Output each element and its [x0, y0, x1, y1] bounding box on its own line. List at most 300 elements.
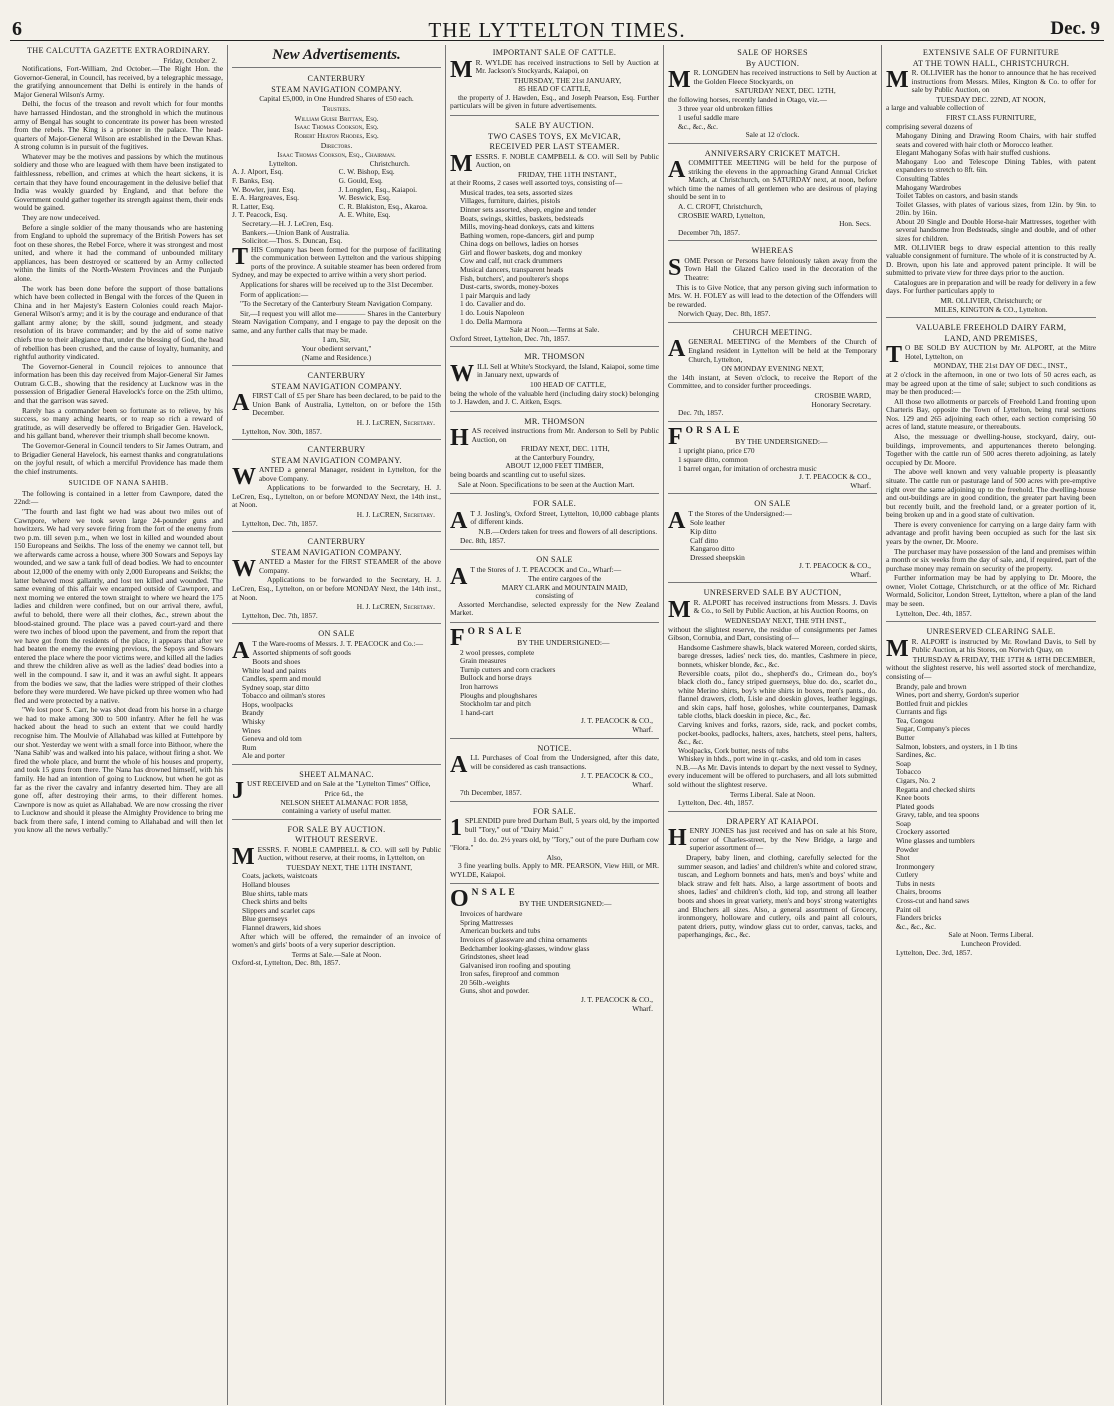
ad-signature-place: Wharf. — [850, 569, 871, 579]
ad-signature: J. T. PEACOCK & CO., — [580, 771, 653, 781]
drop-cap: A — [450, 507, 468, 534]
advertisement — [668, 424, 877, 495]
ad-body: at their Rooms, 2 cases well assorted toys, consisting of— — [450, 178, 623, 188]
ad-date-line: THURSDAY & FRIDAY, THE 17TH & 18TH DECEMBER, — [912, 654, 1095, 664]
directors-left-heading: Lyttelton. — [268, 158, 298, 168]
list-item: Spring Mattresses — [460, 917, 514, 927]
list-item: &c., &c., &c. — [678, 121, 719, 131]
ad-signature-place: Wharf. — [850, 480, 871, 490]
trustee: William Guise Brittan, Esq. — [294, 113, 379, 123]
ad-signature-place: Wharf. — [632, 1003, 653, 1013]
list-item: Salmon, lobsters, and oysters, in 1 lb tins — [896, 741, 1018, 751]
list-item: Cutlery — [896, 870, 919, 880]
paragraph: They are now undeceived. — [22, 212, 100, 222]
list-item: Toilet Tables on castors, and basin stands — [896, 191, 1018, 201]
list-item: Cigars, No. 2 — [896, 775, 936, 785]
list-item: American buckets and tubs — [460, 926, 541, 936]
list-item: Knee boots — [896, 793, 930, 803]
ad-body: M R. ALPORT is instructed by Mr. Rowland Davis, to Sell by Public Auction, at his Stores, on Norwich Quay, on — [886, 635, 1096, 662]
ad-title: UNRESERVED SALE BY AUCTION, — [703, 588, 842, 598]
solicitor: Solicitor.—Thos. S. Duncan, Esq. — [242, 236, 343, 246]
ad-body: A T the Stores of J. T. PEACOCK and Co., Wharf:— — [450, 563, 622, 590]
list-item: Powder — [896, 844, 919, 854]
list-item: Coats, jackets, waistcoats — [242, 871, 318, 881]
list-item: Iron safes, fireproof and common — [460, 969, 560, 979]
form-line: (Name and Residence.) — [301, 352, 372, 362]
director: A. E. White, Esq. — [338, 210, 391, 220]
ad-body: Assorted Merchandise, selected expressly for the New Zealand Market. — [450, 599, 659, 618]
ad-title: FOR SALE. — [532, 499, 577, 509]
ad-line: Price 6d., the — [324, 788, 364, 798]
ad-body: AFIRST Call of £5 per Share has been declared, to be paid to the Union Bank of Australia, Lyttelton, on or before the 15th December. — [232, 390, 441, 418]
ad-signature: MILES, KINGTON & CO., Lyttelton. — [934, 304, 1048, 314]
list-item: Gravy, table, and tea spoons — [896, 810, 980, 820]
advertisement — [886, 624, 1096, 960]
director: W. Bowler, junr. Esq. — [232, 184, 296, 194]
advertisement — [886, 45, 1096, 318]
list-item: Butter — [896, 733, 915, 743]
ad-date-line: WEDNESDAY NEXT, THE 9TH INST., — [724, 616, 847, 626]
list-item: Ploughs and ploughshares — [460, 690, 538, 700]
form-line: Your obedient servant," — [301, 344, 372, 354]
list-item: Toilet Glasses, with plates of various sizes, from 12in. by 9in. to 20in. by 16in. — [896, 199, 1096, 218]
ad-signature: CROSBIE WARD, — [814, 390, 871, 400]
paragraph: The Governor-General in Council tenders to Sir James Outram, and to Brigadier General Havelock, his earnest thanks and congratulations on the joyful result, of which a merciful Providence has made them the chief instruments. — [14, 440, 223, 476]
ad-terms: Terms Liberal. Sale at Noon. — [729, 789, 816, 799]
ad-title: UNRESERVED CLEARING SALE. — [926, 627, 1056, 637]
list-item: Blue shirts, table mats — [242, 888, 308, 898]
list-item: 1 do. Louis Napoleon — [460, 307, 525, 317]
column-5 — [882, 45, 1100, 1405]
list-item: Consulting Tables — [896, 173, 950, 183]
ad-subtitle: 100 HEAD OF CATTLE, — [530, 379, 606, 389]
ad-title: ON SALE — [318, 629, 355, 639]
list-item: Soap — [896, 818, 911, 828]
list-item: 1 barrel organ, for imitation of orchestra music — [678, 463, 817, 473]
list-item: 1 do. Della Marmora — [460, 316, 522, 326]
list-item: Boots and shoes — [252, 656, 301, 666]
drop-cap: M — [886, 635, 909, 662]
ad-body: There is every convenience for carrying on a large dairy farm with advantage and profit having been occupied as such for the last six years by the owner, Dr. Moore. — [886, 519, 1096, 546]
list-item: Flanders bricks — [896, 913, 942, 923]
ad-body: Applications to be forwarded to the Secretary, H. J. LeCren, Esq., Lyttelton, on or before MONDAY Next, the 14th inst., at Noon. — [232, 483, 441, 510]
ad-title: ANNIVERSARY CRICKET MATCH. — [704, 148, 841, 158]
list-item: Turnip cutters and corn crackers — [460, 664, 556, 674]
ad-date: Lyttelton, Dec. 7th, 1857. — [242, 610, 318, 620]
list-item: Sardines, &c. — [896, 750, 937, 760]
list-item: 20 56lb.-weights — [460, 977, 510, 987]
advertisement — [450, 45, 659, 116]
paragraph: The following is contained in a letter from Cawnpore, dated the 22nd:— — [14, 488, 223, 507]
ad-title: LAND, AND PREMISES, — [944, 333, 1038, 343]
ad-title: F O R S A L E — [668, 423, 740, 450]
ad-subtitle: FIRST CLASS FURNITURE, — [945, 112, 1036, 122]
drop-cap: M — [668, 67, 691, 94]
list-item: Crockery assorted — [896, 827, 950, 837]
drop-cap: M — [886, 67, 909, 94]
list-item: Tea, Congou — [896, 715, 934, 725]
page-number: 6 — [12, 18, 22, 40]
ad-body: A T the Ware-rooms of Messrs. J. T. PEACOCK and Co.:— — [232, 637, 424, 664]
list-item: Dust-carts, swords, money-boxes — [460, 282, 559, 292]
ad-title: CANTERBURY — [307, 371, 366, 381]
advertisement — [232, 71, 441, 366]
ad-date: Lyttelton, Dec. 4th, 1857. — [678, 798, 754, 808]
ad-body: M R. WYLDE has received instructions to Sell by Auction at Mr. Jackson's Stockyards, Kaiapoi, on — [450, 56, 659, 83]
ad-title: AT THE TOWN HALL, CHRISTCHURCH. — [912, 58, 1070, 68]
ad-line: NELSON SHEET ALMANAC FOR 1858, — [280, 797, 408, 807]
ad-body: This is to Give Notice, that any person giving such information to Mrs. W. H. FOLEY as will lead to the detection of the Offenders will be rewarded. — [668, 282, 877, 309]
ad-title: MR. THOMSON — [524, 352, 585, 362]
ad-body: Catalogues are in preparation and will be ready for delivery in a few days. For further particulars apply to — [886, 277, 1096, 296]
ad-body: THIS Company has been formed for the purpose of facilitating the communication between Lyttelton and the various shipping ports of the province. A suitable steamer has been ordered from Sydney, and may be expected to arrive within a very short period. — [232, 243, 441, 280]
list-item: Flannel drawers, kid shoes — [242, 922, 321, 932]
ad-line: The entire cargoes of the — [528, 574, 602, 584]
ad-date-line: SATURDAY NEXT, DEC. 12TH, — [734, 86, 836, 96]
drop-cap: A — [232, 637, 250, 664]
drop-cap: M — [450, 150, 473, 177]
list-item: Tubs in nests — [896, 878, 935, 888]
advertisement — [668, 146, 877, 242]
trustees-heading: Trustees. — [322, 104, 351, 113]
ad-line: Also, — [546, 852, 563, 862]
list-item: Plated goods — [896, 801, 934, 811]
advertisement — [232, 767, 441, 820]
ad-title: EXTENSIVE SALE OF FURNITURE — [922, 48, 1060, 57]
advertisement — [450, 804, 659, 885]
trustee: Robert Heaton Rhodes, Esq. — [294, 130, 379, 140]
ad-signature: MR. OLLIVIER, Christchurch; or — [940, 296, 1042, 306]
ad-date-line: TUESDAY DEC. 22ND, AT NOON, — [936, 94, 1046, 104]
list-item: Tobacco — [896, 767, 921, 777]
drop-cap: 1 — [450, 815, 462, 842]
ad-terms: Sale at Noon.—Terms at Sale. — [509, 325, 600, 335]
ad-body: The above well known and very valuable property is pleasantly situate. The cattle run or pasturage land of 500 acres with pre-emptive right over the same adjoining up to the freehold. The dwelling-house and out-buildings are in good condition, the greater part having been but recently built, and the freehold land, or a greater portion of it, being broken up and in a good state of cultivation. — [886, 467, 1096, 520]
list-item: Blue guernseys — [242, 914, 288, 924]
list-item: Bullock and horse drays — [460, 673, 532, 683]
ad-body: M R. ALPORT has received instructions from Messrs. J. Davis & Co., to Sell by Public Auction, at his Auction Rooms, on — [668, 596, 877, 623]
director: G. Gould, Esq. — [338, 176, 383, 186]
list-item: 1 square ditto, common — [678, 454, 748, 464]
list-item: Guns, shot and powder. — [460, 986, 530, 996]
list-item: Invoices of hardware — [460, 909, 523, 919]
ad-title: CANTERBURY — [307, 445, 366, 455]
paragraph: Rarely has a commander been so fortunate as to relieve, by his success, so many aching hearts, or to reap so rich a reward of gratitude, as will deservedly be offered to Brigadier Gen. Havelock, and his gallant band, wherever their triumph shall become known. — [14, 405, 223, 441]
form-line: I am, Sir, — [322, 335, 351, 345]
list-item: Calf ditto — [690, 535, 719, 545]
trustee: Isaac Thomas Cookson, Esq. — [294, 122, 379, 132]
list-item: 3 three year old unbroken fillies — [678, 104, 773, 114]
list-item: Fish, butchers', and poulterer's shops — [460, 273, 569, 283]
list-item: Elegant Mahogany Sofas with hair stuffed cushions. — [896, 148, 1051, 158]
list-item: 1 useful saddle mare — [678, 112, 739, 122]
drop-cap: T — [232, 243, 249, 270]
ad-date: 7th December, 1857. — [460, 788, 522, 798]
ad-body: The purchaser may have possession of the land and premises within a month or six weeks from the day of sale, and, if required, part of the purchase money may remain on security of the property. — [886, 546, 1096, 573]
paragraph: The work has been done before the support of those battalions which have been collected in Bengal with the forces of the Queen in China and in her Majesty's Eastern Colonies could reach Major-General Wilson's army; and it is by the courage and endurance of that gallant army alone; by the skill, sound judgment, and steady resolution of its brave commander; and by the aid of some native chiefs true to their allegiance that, under the blessing of God, the head of rebellion has been crushed, and the cause of loyalty, humanity, and rightful authority vindicated. — [14, 283, 223, 362]
drop-cap: S — [668, 254, 682, 281]
ad-title: WHEREAS — [751, 246, 794, 256]
ad-title: SALE BY AUCTION. — [515, 120, 594, 130]
list-item: 1 pair Marquis and lady — [460, 290, 531, 300]
director: A. J. Alport, Esq. — [232, 167, 284, 177]
paragraph: Whatever may be the motives and passions by which the mutinous soldiery and those who are leagued with them have been instigated to faithlessness, rebellion, and crimes at which the heart sickens, it is certain that they have found encouragement in the delusive belief that India was weakly guarded by England, and that before the Government could gather together its strength against them, their ends would be gained. — [14, 151, 223, 213]
column-4 — [664, 45, 882, 1405]
director: C. W. Bishop, Esq. — [338, 167, 395, 177]
list-item: Grain measures — [460, 656, 507, 666]
advertisement — [668, 45, 877, 144]
ad-title: STEAM NAVIGATION COMPANY. — [271, 84, 402, 94]
director: F. Banks, Esq. — [232, 176, 275, 186]
ad-title: O N S A L E — [450, 886, 516, 913]
list-item: Cow and calf, nut crack drummers — [460, 256, 563, 266]
paragraph: Delhi, the focus of the treason and revolt which for four months have harrassed Hindostan, and the stronghold in which the mutinous army of Bengal has sought to concentrate its power has been wrested from the rebels. The King is a prisoner in the palace. The head-quarters of Major-General Wilson are established in the Dewan Khas. A strong column is in pursuit of the fugitives. — [14, 99, 223, 152]
drop-cap: A — [668, 507, 686, 534]
ad-body: N.B.—Orders taken for trees and flowers of all descriptions. — [478, 526, 658, 536]
ad-title: STEAM NAVIGATION COMPANY. — [271, 547, 402, 557]
ad-body: M R. LONGDEN has received instructions to Sell by Auction at the Golden Fleece Stockyards, on — [668, 67, 877, 94]
new-advertisements-banner: New Advertisements. — [232, 47, 441, 68]
list-item: Sugar, Company's pieces — [896, 724, 970, 734]
list-item: Tobacco and oilman's stores — [242, 691, 326, 701]
ad-signature-place: Wharf. — [632, 724, 653, 734]
advertisement — [450, 414, 659, 495]
ad-body: Applications to be forwarded to the Secretary, H. J. LeCren, Esq., Lyttelton, on or before MONDAY Next, the 14th inst., at Noon. — [232, 575, 441, 602]
ad-body: Also, the messuage or dwelling-house, stockyard, dairy, out-buildings, improvements, and appurtenances thereto belonging. Together with the cattle run of 500 acres thereto adjoining, as lately occupied by Dr. Moore. — [886, 432, 1096, 467]
section-heading: SUICIDE OF NANA SAHIB. — [68, 478, 169, 488]
ad-terms: Luncheon Provided. — [961, 938, 1021, 948]
director: R. Latter, Esq. — [232, 201, 275, 211]
ad-signature: H. J. LeCREN, Secretary. — [356, 602, 435, 612]
list-item: Hops, woolpacks — [242, 699, 293, 709]
ad-date: Dec. 7th, 1857. — [678, 408, 724, 418]
ad-body: 1 do. do. 2½ years old, by "Tory," out of the pure Durham cow "Flora." — [450, 834, 659, 853]
ad-body: M R. OLLIVIER has the honor to announce that he has received instructions from Messrs. Miles, Kington & Co. to offer for sale by Public Auction, on — [886, 67, 1096, 95]
ad-body: comprising several dozens of — [886, 121, 973, 131]
ad-body: HENRY JONES has just received and has on sale at his Store, corner of Charles-street, by the New Bridge, a large and superior assortment of— — [668, 825, 877, 853]
list-item: Mahogany Wardrobes — [896, 182, 962, 192]
list-item: Dinner sets assorted, sheep, engine and tender — [460, 205, 597, 214]
drop-cap: H — [450, 425, 469, 452]
ad-signature: J. T. PEACOCK & CO., — [798, 472, 871, 482]
directors-heading: Directors. — [320, 140, 353, 150]
ad-title: SHEET ALMANAC. — [299, 769, 374, 779]
ad-body: WILL Sell at White's Stockyard, the Island, Kaiapoi, some time in January next, upwards of — [450, 360, 659, 387]
paragraph: "We lost poor S. Carr, he was shot dead from his horse in a charge we had to make among 300 to 500 infantry. After he fell he was hacked about the head to such an extent that we could hardly recognise him. The Moulvie of Allahabad was killed at Futtehpore by our shot. Yesterday we went with a small force into Bithoor, where the 'Nana Sahib' was and walked into his palace, without firing a shot. We fired the whole place, and burnt the whole of his houses and property, and took 15 guns from there. The Nana has drowned himself, with his family. He had an intention of going to Lucknow, but when he got as far as the river the cavalry and infantry deserted him. They are all gone off, after destroying their arms, to their different homes. Cawnpore is now as quiet as Allahabad. We are now crossing the river to Lucknow and should it please the Almighty Providence to bring me back from there safe, I intend coming to Allahabad and will then let you know all the news verbally." — [14, 705, 223, 835]
list-item: Cross-cut and hand saws — [896, 896, 970, 906]
list-item: Rum — [242, 742, 257, 752]
director: E. A. Hargreaves, Esq. — [232, 193, 299, 203]
director: J. Longden, Esq., Kaiapoi. — [338, 184, 418, 194]
advertisement — [450, 118, 659, 347]
list-item: Reversible coats, pilot do., shepherd's do., Crimean do., boy's black cloth do., fancy striped guernseys, blue do. do., scarlet do., white Merino shirts, boy's white shirts in boxes, men's pants., do. flannel drawers, cloth, Lisle and doeskin gloves, leather leggings, and skin caps, half hose, goloshes, white counterpanes, Damask table cloths, black doeskin in piece, &c., &c. — [678, 668, 877, 721]
ad-title: FOR SALE BY AUCTION. — [287, 824, 386, 834]
ad-subtitle: ABOUT 12,000 FEET TIMBER, — [505, 461, 604, 471]
list-item: 2 wool presses, complete — [460, 647, 535, 657]
ad-signature: J. T. PEACOCK & CO., — [580, 716, 653, 726]
advertisement — [450, 625, 659, 738]
ad-date: December 7th, 1857. — [678, 227, 740, 237]
ad-body: JUST RECEIVED and on Sale at the "Lyttelton Times" Office, — [232, 778, 431, 805]
list-item: Stockholm tar and pitch — [460, 699, 531, 709]
drop-cap: A — [450, 752, 468, 779]
list-item: Grindstones, sheet lead — [460, 952, 529, 962]
list-item: Slippers and scarlet caps — [242, 905, 315, 915]
advertisement — [450, 741, 659, 802]
list-item: Musical trades, tea sets, assorted sizes — [460, 187, 573, 197]
advertisement — [668, 814, 877, 944]
ad-body: HAS received instructions from Mr. Anderson to Sell by Public Auction, on — [450, 425, 659, 452]
ad-body: A T J. Josling's, Oxford Street, Lyttelton, 10,000 cabbage plants of different kinds. — [450, 507, 659, 534]
list-item: About 20 Single and Double Horse-hair Mattresses, together with several handsome Iron Bedsteads, single and double, and of other sizes for children. — [896, 216, 1096, 244]
ad-subtitle: TWO CASES TOYS, EX McVICAR, — [488, 131, 621, 141]
ad-title: F O R S A L E — [450, 625, 522, 652]
bankers: Bankers.—Union Bank of Australia. — [242, 227, 350, 237]
advertisement — [668, 243, 877, 323]
ad-body: the 14th instant, at Seven o'clock, to receive the Report of the Committee, and to consider further proceedings. — [668, 372, 877, 391]
list-item: Woolpacks, Cork butter, nests of tubs — [678, 745, 789, 755]
ad-terms: Sale at Noon. Terms Liberal. — [948, 930, 1034, 940]
list-item: &c., &c., &c. — [896, 921, 937, 931]
list-item: Ale and porter — [242, 751, 285, 761]
ad-body: MR. OLLIVIER begs to draw especial attention to this really valuable consignment of furniture. The whole of it is constructed by A. D. Brown, upon his late and approved patent principle. It will be submitted to private view for three days prior to the auction. — [886, 242, 1096, 278]
advertisement — [232, 368, 441, 440]
list-item: Kangaroo ditto — [690, 544, 735, 554]
ad-place: at the Canterbury Foundry, — [514, 452, 595, 462]
ad-title: CHURCH MEETING. — [732, 327, 813, 337]
ad-body: Sir,—I request you will allot me———— Shares in the Canterbury Steam Navigation Company, and I engage to pay the deposit on the same, and any further calls that may be made. — [232, 308, 441, 335]
ad-title: SALE OF HORSES — [737, 48, 808, 57]
director: W. Beswick, Esq. — [338, 193, 391, 203]
drop-cap: F — [668, 423, 683, 450]
ad-subtitle: By AUCTION. — [745, 58, 800, 68]
ad-signature: A. C. CROFT, Christchurch, — [678, 202, 763, 212]
ad-body: 3 fine yearling bulls. Apply to MR. PEARSON, View Hill, or MR. WYLDE, Kaiapoi. — [450, 861, 659, 879]
ad-body: "To the Secretary of the Canterbury Steam Navigation Company. — [240, 299, 433, 309]
drop-cap: W — [232, 556, 256, 583]
newspaper-title: THE LYTTELTON TIMES. — [428, 18, 686, 42]
director: J. T. Peacock, Esq. — [232, 210, 288, 220]
drop-cap: H — [668, 825, 687, 852]
list-item: Brandy, pale and brown — [896, 681, 967, 691]
list-item: Currants and figs — [896, 707, 947, 717]
list-item: Assorted shipments of soft goods — [252, 648, 351, 658]
ad-body: WANTED a general Manager, resident in Lyttelton, for the above Company. — [232, 464, 441, 491]
article-header: THE CALCUTTA GAZETTE EXTRAORDINARY. — [27, 46, 210, 55]
list-item: Sydney soap, star ditto — [242, 682, 310, 692]
drop-cap: A — [450, 563, 468, 590]
advertisement — [450, 496, 659, 550]
list-item: Chairs, brooms — [896, 887, 942, 897]
paragraph: Before a single soldier of the many thousands who are hastening from England to uphold the supremacy of the British Powers has set foot on these shores, the Rebel Force, where it was strongest and most united, and where it had the command of unbounded military appliances, has been destroyed or scattered by an Army collected within the limits of the North-Western Provinces and the Punjaub alone. — [14, 222, 223, 283]
drop-cap: A — [232, 390, 250, 417]
list-item: Sole leather — [690, 518, 726, 528]
ad-date: Oxford-st, Lyttelton, Dec. 8th, 1857. — [232, 958, 341, 968]
ad-signature-role: Honorary Secretary. — [811, 399, 871, 409]
list-item: Boats, swings, skittles, baskets, bedsteads — [460, 213, 584, 223]
ad-body: MESSRS. F. NOBLE CAMPBELL & CO. will Sell by Public Auction, on — [450, 150, 659, 177]
drop-cap: A — [668, 336, 686, 363]
ad-body: All those two allotments or parcels of Freehold Land fronting upon Charteris Bay, opposite the Town of Lyttelton, being rural sections Nos. 129 and 265 adjoining each other, each section comprising 50 acres of land, statute measure, or thereabouts. — [886, 396, 1096, 432]
ad-date: Lyttelton, Nov. 30th, 1857. — [242, 426, 322, 436]
ad-body: WANTED a Master for the FIRST STEAMER of the above Company. — [232, 556, 441, 583]
list-item: Paint oil — [896, 904, 921, 914]
list-item: Wine glasses and tumblers — [896, 835, 975, 845]
ad-body: Form of application:— — [240, 289, 309, 299]
list-item: Mahogany Dining and Drawing Room Chairs, with hair stuffed seats and covered with hair cloth or Morocco leather. — [896, 131, 1096, 149]
list-item: Galvanised iron roofing and spouting — [460, 960, 571, 970]
ad-body: T O BE SOLD BY AUCTION by Mr. ALPORT, at the Mitre Hotel, Lyttelton, on — [886, 342, 1096, 369]
advertisement — [232, 626, 441, 765]
ad-body: MESSRS. F. NOBLE CAMPBELL & CO. will sell by Public Auction, without reserve, at their rooms, in Lyttelton, on — [232, 843, 441, 870]
advertisement — [668, 496, 877, 583]
advertisement — [450, 552, 659, 623]
ad-title: ON SALE — [536, 555, 573, 565]
ad-title: FOR SALE. — [532, 806, 577, 816]
ad-date: Lyttelton, Dec. 3rd, 1857. — [896, 947, 973, 957]
ad-subtitle: WITHOUT RESERVE. — [295, 835, 378, 845]
ad-signature: H. J. LeCREN, Secretary. — [356, 417, 435, 427]
ad-date: Lyttelton, Dec. 7th, 1857. — [242, 518, 318, 528]
ad-title: VALUABLE FREEHOLD DAIRY FARM, — [915, 323, 1067, 333]
ad-date: Lyttelton, Dec. 4th, 1857. — [896, 608, 972, 618]
ad-date-line: FRIDAY, THE 11TH INSTANT., — [518, 169, 617, 179]
ad-line: MARY CLARK and MOUNTAIN MAID, — [501, 582, 628, 592]
list-item: China dogs on bellows, ladies on horses — [460, 239, 579, 249]
ad-title: DRAPERY AT KAIAPOI. — [726, 816, 819, 826]
columns — [10, 45, 1104, 1405]
ad-body: the following horses, recently landed in Otago, viz.— — [668, 94, 827, 104]
ad-body: 1 SPLENDID pure bred Durham Bull, 5 years old, by the imported bull "Tory," out of "Dairy Maid." — [450, 815, 659, 842]
list-item: Whiskey in hhds., port wine in qr.-casks, and old tom in cases — [678, 754, 861, 764]
drop-cap: W — [450, 360, 474, 387]
advertisement — [450, 886, 659, 1016]
drop-cap: J — [232, 778, 244, 805]
drop-cap: W — [232, 464, 256, 491]
ad-title: CANTERBURY — [307, 537, 366, 547]
advertisement — [668, 325, 877, 422]
column-2 — [228, 45, 446, 1405]
ad-signature: CROSBIE WARD, Lyttelton, — [678, 210, 765, 220]
ad-title: IMPORTANT SALE OF CATTLE. — [492, 48, 617, 57]
masthead — [10, 18, 1104, 41]
list-item: Soap — [896, 758, 911, 768]
ad-body: After which will be offered, the remainder of an invoice of women's and girls' boots of a very superior description. — [232, 931, 441, 950]
list-item: Mahogany Loo and Telescope Dining Tables, with patent expanders to stretch to 8ft. 6in. — [896, 156, 1096, 175]
list-item: Invoices of glassware and china ornaments — [460, 934, 588, 944]
ad-signature: H. J. LeCREN, Secretary. — [356, 510, 435, 520]
column-3 — [446, 45, 664, 1405]
ad-subtitle: RECEIVED PER LAST STEAMER. — [489, 142, 620, 152]
drop-cap: M — [668, 596, 691, 623]
ad-by-line: BY THE UNDERSIGNED:— — [735, 436, 828, 446]
ad-capital: Capital £5,000, in One Hundred Shares of £50 each. — [259, 94, 414, 104]
ad-terms: Sale at 12 o'clock. — [745, 130, 800, 140]
ad-by-line: BY THE UNDERSIGNED:— — [519, 899, 612, 909]
advertisement — [450, 349, 659, 411]
list-item: Wines — [242, 725, 261, 735]
ad-title: CANTERBURY — [307, 74, 366, 84]
ad-line: consisting of — [535, 591, 574, 601]
ad-title: ON SALE — [754, 499, 791, 509]
ad-subtitle: 85 HEAD OF CATTLE, — [518, 84, 591, 94]
article-date: Friday, October 2. — [163, 55, 217, 65]
ad-date-line: THURSDAY, THE 21st JANUARY, — [513, 75, 622, 85]
list-item: Holland blouses — [242, 880, 290, 890]
director: C. R. Blakiston, Esq., Akaroa. — [338, 201, 428, 211]
list-item: Bathing women, rope-dancers, girl and pump — [460, 230, 595, 240]
ad-by-line: BY THE UNDERSIGNED:— — [517, 637, 610, 647]
